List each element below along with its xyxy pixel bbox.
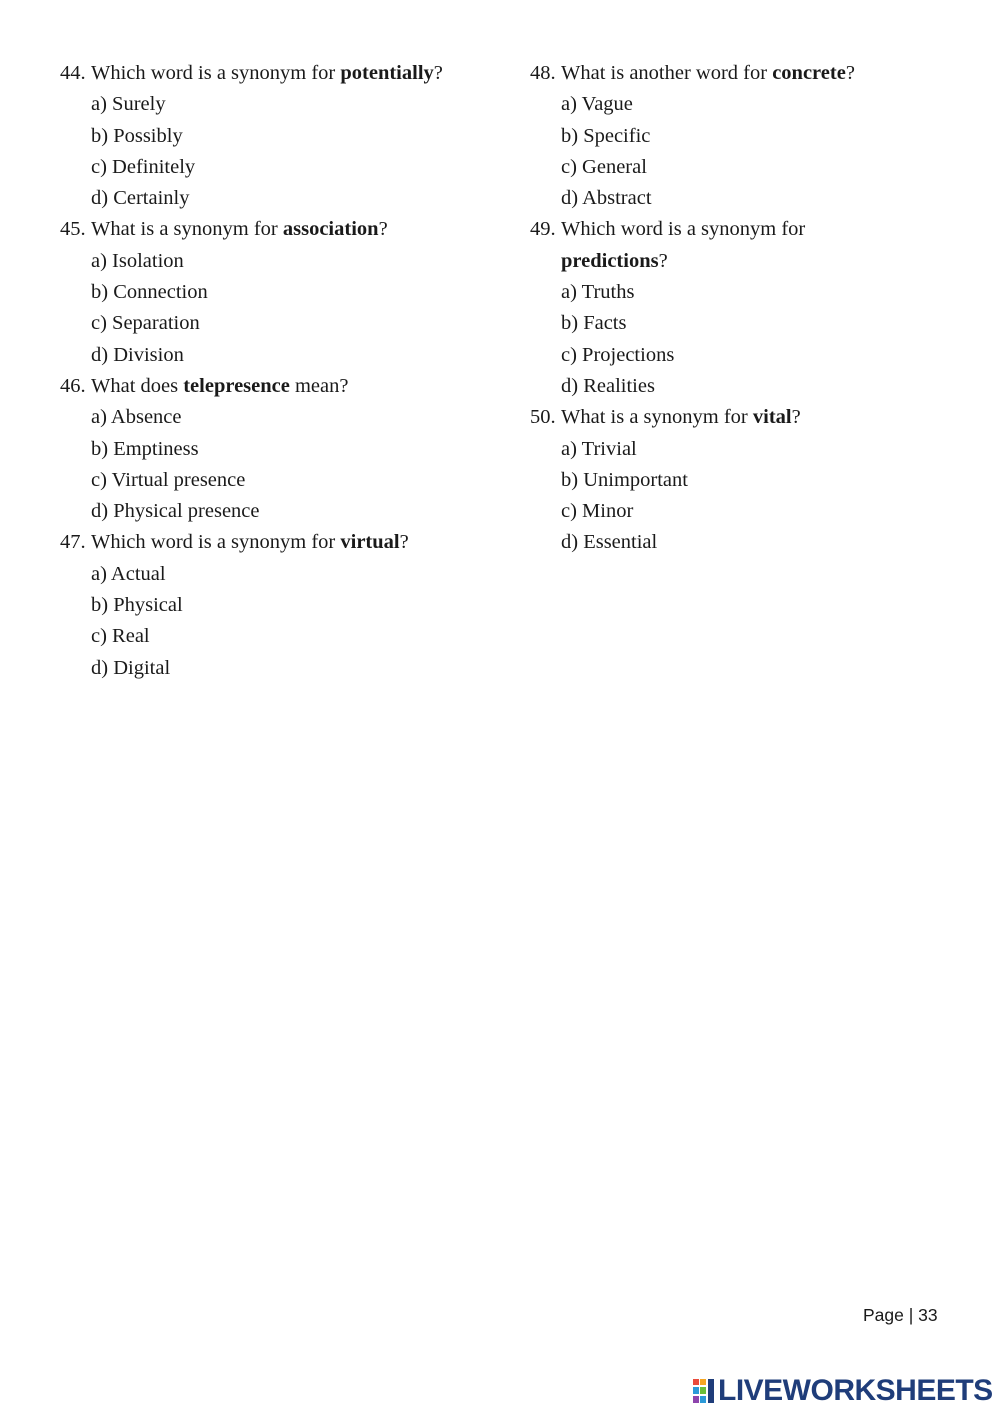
answer-option: d) Physical presence xyxy=(91,500,260,523)
question-number: 49. xyxy=(530,218,556,241)
answer-option: a) Isolation xyxy=(91,249,184,272)
question-stem xyxy=(60,214,500,245)
question-text: Which word is a synonym for potentially? xyxy=(91,62,443,84)
answer-option: a) Absence xyxy=(91,406,182,429)
answer-option: c) Minor xyxy=(561,500,634,523)
question-45 xyxy=(60,214,500,370)
question-number: 44. xyxy=(60,62,86,84)
question-term: virtual xyxy=(340,531,400,554)
question-text: Which word is a synonym for predictions? xyxy=(561,218,806,272)
question-column-left xyxy=(60,58,500,684)
question-stem xyxy=(530,402,860,433)
question-stem xyxy=(60,527,500,558)
question-44 xyxy=(60,58,500,214)
question-number: 47. xyxy=(60,531,86,554)
question-term: concrete xyxy=(772,62,846,84)
answer-option: b) Unimportant xyxy=(561,468,688,491)
answer-option: d) Essential xyxy=(561,531,658,554)
answer-option: b) Possibly xyxy=(91,124,183,147)
question-stem xyxy=(530,58,860,89)
liveworksheets-mark-icon xyxy=(693,1378,715,1404)
answer-option: b) Physical xyxy=(91,594,183,617)
answer-option: d) Realities xyxy=(561,374,655,397)
question-49 xyxy=(530,214,860,402)
answer-option: a) Truths xyxy=(561,281,635,304)
answer-option: b) Specific xyxy=(561,124,651,147)
question-46 xyxy=(60,371,500,527)
question-term: predictions xyxy=(561,249,659,272)
answer-option: a) Actual xyxy=(91,562,166,585)
question-text: Which word is a synonym for virtual? xyxy=(91,531,409,554)
answer-option: b) Emptiness xyxy=(91,437,199,460)
question-47 xyxy=(60,527,500,683)
answer-option: c) Separation xyxy=(91,312,200,335)
question-48 xyxy=(530,58,860,214)
answer-option: a) Surely xyxy=(91,93,166,116)
answer-option: d) Certainly xyxy=(91,187,190,210)
question-term: vital xyxy=(752,406,792,429)
answer-option: d) Division xyxy=(91,343,184,366)
answer-option: b) Facts xyxy=(561,312,627,335)
question-stem xyxy=(60,371,500,402)
question-number: 48. xyxy=(530,62,556,84)
question-text: What is a synonym for vital? xyxy=(561,406,801,429)
question-term: telepresence xyxy=(183,374,290,397)
brand-name: LIVEWORKSHEETS xyxy=(718,1374,993,1407)
answer-option: c) General xyxy=(561,155,647,178)
answer-option: c) Real xyxy=(91,625,150,648)
question-stem xyxy=(530,214,860,277)
answer-option: d) Digital xyxy=(91,656,171,679)
question-text: What is a synonym for association? xyxy=(91,218,388,241)
question-50 xyxy=(530,402,860,558)
liveworksheets-logo xyxy=(693,1374,993,1408)
answer-option: b) Connection xyxy=(91,281,208,304)
question-term: association xyxy=(282,218,379,241)
question-number: 46. xyxy=(60,374,86,397)
question-number: 45. xyxy=(60,218,86,241)
question-number: 50. xyxy=(530,406,556,429)
question-column-right xyxy=(530,58,860,559)
answer-option: a) Trivial xyxy=(561,437,637,460)
answer-option: c) Definitely xyxy=(91,155,196,178)
answer-option: d) Abstract xyxy=(561,187,652,210)
page-number: Page | 33 xyxy=(863,1305,938,1325)
question-text: What does telepresence mean? xyxy=(91,374,349,397)
question-stem xyxy=(60,58,500,89)
question-term: potentially xyxy=(340,62,434,84)
answer-option: c) Virtual presence xyxy=(91,468,246,491)
answer-option: a) Vague xyxy=(561,93,633,116)
question-text: What is another word for concrete? xyxy=(561,62,855,84)
answer-option: c) Projections xyxy=(561,343,675,366)
